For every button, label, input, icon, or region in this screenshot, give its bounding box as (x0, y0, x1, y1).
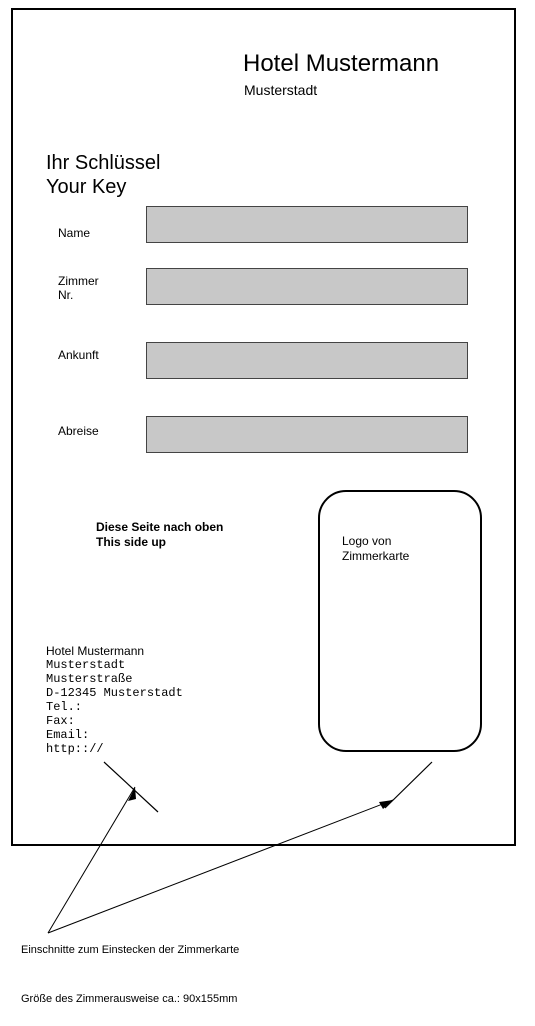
logo-placeholder-text (342, 534, 409, 564)
address-line: Musterstraße (46, 672, 133, 686)
field-label-room-line2: Nr. (58, 288, 74, 302)
field-label-departure-line1: Abreise (58, 424, 99, 438)
hotel-city: Musterstadt (244, 82, 318, 98)
field-label-arrival-line1: Ankunft (58, 348, 99, 362)
field-label-room-line1: Zimmer (58, 274, 99, 288)
field-label-name (58, 226, 90, 240)
slits-note: Einschnitte zum Einstecken der Zimmerkarte (21, 944, 240, 956)
hotel-name: Hotel Mustermann (243, 50, 440, 77)
address-line: Musterstadt (46, 658, 126, 672)
field-label-arrival (58, 348, 99, 362)
logo-text-line2: Zimmerkarte (342, 549, 410, 563)
orientation-note (96, 520, 223, 550)
field-label-room (58, 274, 99, 302)
address-line: Email: (46, 728, 90, 742)
field-label-departure (58, 424, 99, 438)
address-line: Fax: (46, 714, 75, 728)
address-block (46, 658, 183, 756)
field-box-name[interactable] (146, 206, 468, 243)
field-label-name-line1: Name (58, 226, 91, 240)
orientation-note-en: This side up (96, 535, 167, 549)
key-heading (46, 151, 161, 199)
field-box-room[interactable] (146, 268, 468, 305)
logo-placeholder-box (318, 490, 482, 752)
address-line: D-12345 Musterstadt (46, 686, 183, 700)
address-line: http::// (46, 742, 104, 756)
address-line: Tel.: (46, 700, 83, 714)
address-hotel-name: Hotel Mustermann (46, 644, 145, 658)
field-box-departure[interactable] (146, 416, 468, 453)
logo-text-line1: Logo von (342, 534, 392, 548)
field-box-arrival[interactable] (146, 342, 468, 379)
key-heading-en: Your Key (46, 176, 127, 198)
size-note: Größe des Zimmerausweise ca.: 90x155mm (21, 993, 238, 1005)
orientation-note-de: Diese Seite nach oben (96, 520, 224, 534)
key-heading-de: Ihr Schlüssel (46, 152, 161, 174)
